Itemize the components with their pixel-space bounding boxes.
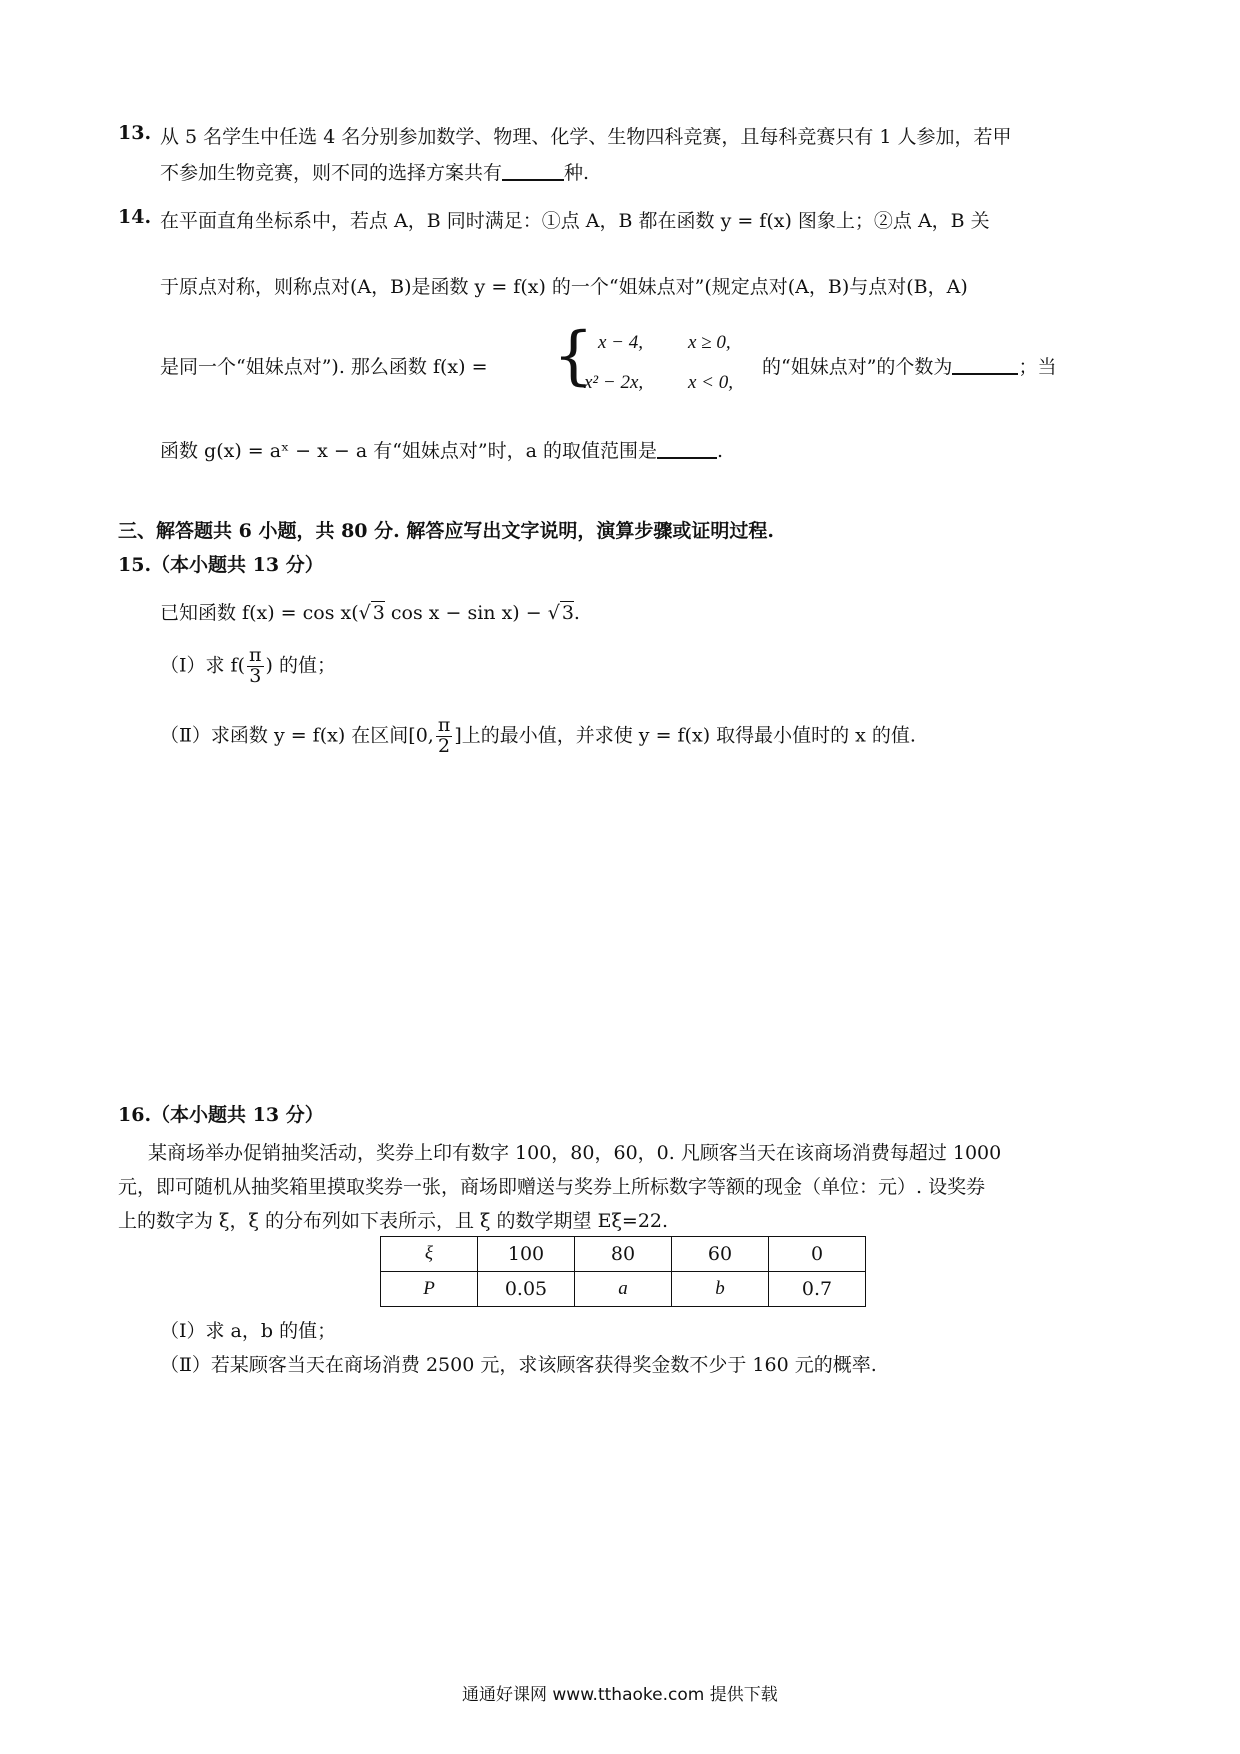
q15-part1-end: ) 的值；	[265, 654, 336, 677]
sqrt-radicand: 3	[372, 602, 385, 624]
piece1-expression: x − 4,	[598, 332, 644, 353]
q15-header: 15.（本小题共 13 分）	[118, 554, 324, 576]
piece2-condition: x < 0,	[688, 372, 734, 393]
q13-number: 13.	[118, 122, 152, 144]
q14-number: 14.	[118, 206, 152, 228]
piece2-expression: x² − 2x,	[584, 372, 644, 393]
page-footer: 通通好课网 www.tthaoke.com 提供下载	[462, 1685, 778, 1705]
sqrt-sign-2: √	[547, 602, 560, 624]
q15-stem-start: 已知函数 f(x) = cos x(	[160, 602, 359, 624]
q14-line2: 于原点对称，则称点对(A，B)是函数 y = f(x) 的一个“姐妹点对”(规定点对(A，B)与点对(B，A)	[160, 276, 968, 298]
q15-part1	[160, 646, 336, 687]
q14-line3-semicolon: ；当	[1018, 356, 1057, 378]
q16-line3: 上的数字为 ξ，ξ 的分布列如下表所示，且 ξ 的数学期望 Eξ=22.	[118, 1210, 669, 1232]
q15-stem-middle: cos x − sin x) −	[390, 602, 542, 624]
piece1-condition: x ≥ 0,	[688, 332, 731, 353]
q14-line3-start: 是同一个“姐妹点对”). 那么函数 f(x) =	[160, 356, 488, 378]
q15-stem	[160, 598, 580, 625]
table-row	[381, 1272, 866, 1307]
table-cell: b	[672, 1272, 769, 1307]
q16-part2: （Ⅱ）若某顾客当天在商场消费 2500 元，求该顾客获得奖金数不少于 160 元的概率.	[160, 1354, 877, 1376]
q14-answer-blank-1[interactable]	[952, 373, 1018, 375]
q13-line2-text: 不参加生物竞赛，则不同的选择方案共有	[160, 162, 503, 184]
sqrt-sign: √	[358, 602, 371, 624]
table-cell: 0.7	[769, 1272, 866, 1307]
fraction-numerator: π	[437, 714, 451, 736]
table-cell: 100	[478, 1237, 575, 1272]
table-cell: ξ	[381, 1237, 478, 1272]
q13-line2	[160, 158, 589, 185]
fraction-numerator: π	[249, 644, 262, 666]
q14-line3-text: 的“姐妹点对”的个数为	[762, 356, 953, 378]
q14-line3-end	[762, 352, 1056, 379]
q15-part2	[160, 716, 916, 757]
q15-part2-end: ]上的最小值，并求使 y = f(x) 取得最小值时的 x 的值.	[454, 724, 916, 747]
q13-line2-end: 种.	[564, 162, 590, 184]
q16-part1: （Ⅰ）求 a，b 的值；	[160, 1320, 337, 1342]
q16-header: 16.（本小题共 13 分）	[118, 1104, 324, 1126]
fraction-pi-over-3	[247, 646, 264, 687]
q14-line4	[160, 436, 723, 463]
sqrt-radicand-2: 3	[561, 602, 574, 624]
table-cell: 60	[672, 1237, 769, 1272]
table-cell: P	[381, 1272, 478, 1307]
q14-line4-text: 函数 g(x) = aˣ − x − a 有“姐妹点对”时，a 的取值范围是	[160, 440, 657, 462]
fraction-denominator: 3	[249, 664, 262, 687]
table-row	[381, 1237, 866, 1272]
table-cell: 0	[769, 1237, 866, 1272]
q15-part2-start: （Ⅱ）求函数 y = f(x) 在区间[0,	[160, 724, 434, 747]
piecewise-brace: {	[553, 319, 594, 393]
fraction-denominator: 2	[438, 734, 451, 757]
table-cell: a	[575, 1272, 672, 1307]
q14-answer-blank-2[interactable]	[657, 457, 717, 459]
table-cell: 0.05	[478, 1272, 575, 1307]
q14-line1: 在平面直角坐标系中，若点 A，B 同时满足：①点 A，B 都在函数 y = f(x) 图象上；②点 A，B 关	[160, 210, 990, 232]
fraction-pi-over-2	[436, 716, 453, 757]
q16-line2: 元，即可随机从抽奖箱里摸取奖券一张，商场即赠送与奖券上所标数字等额的现金（单位：元）. 设奖券	[118, 1176, 986, 1198]
q13-answer-blank[interactable]	[502, 179, 564, 181]
section3-heading: 三、解答题共 6 小题，共 80 分. 解答应写出文字说明，演算步骤或证明过程.	[118, 520, 774, 542]
distribution-table	[380, 1236, 866, 1307]
q14-line4-end: .	[717, 440, 724, 462]
table-cell: 80	[575, 1237, 672, 1272]
q15-stem-end: .	[573, 602, 580, 624]
q15-part1-start: （Ⅰ）求 f(	[160, 654, 245, 677]
q13-line1: 从 5 名学生中任选 4 名分别参加数学、物理、化学、生物四科竞赛，且每科竞赛只有 1 人参加，若甲	[160, 126, 1012, 148]
q16-line1: 某商场举办促销抽奖活动，奖券上印有数字 100，80，60，0. 凡顾客当天在该商场消费每超过 1000	[148, 1142, 1002, 1164]
